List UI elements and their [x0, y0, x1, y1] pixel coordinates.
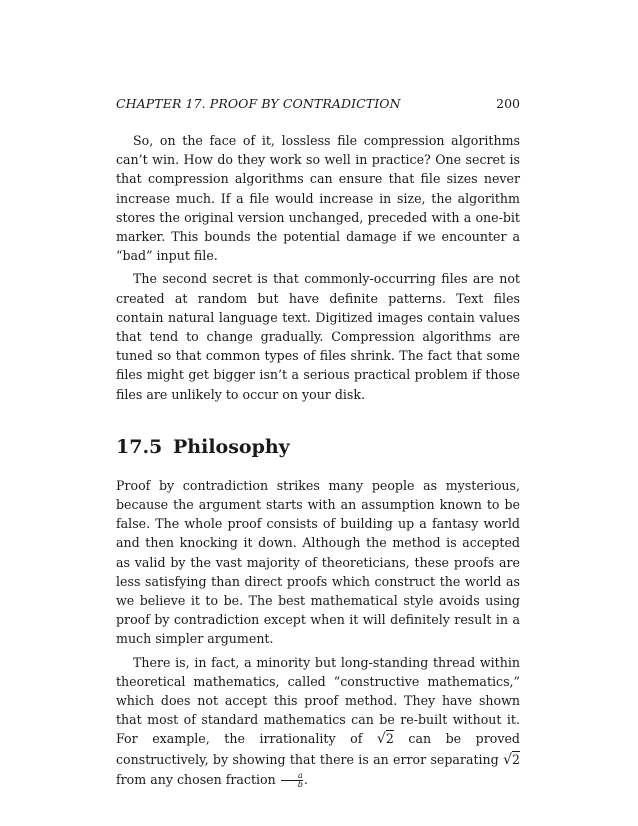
- sqrt-two-1: √2: [376, 731, 394, 748]
- running-header: [116, 96, 520, 114]
- paragraph-2: The second secret is that commonly-occurring files are not created at random but have definite patterns. Text files contain natural language text. Digitized images contain values that tend to change gradually. Compression algorithms are tuned so that common types of files shrink. The fact that some files might get bigger isn’t a serious practical problem if those files are unlikely to occur on your disk.: [116, 271, 520, 402]
- fraction-a-over-b: [281, 772, 303, 789]
- sqrt-two-1-arg: 2: [385, 731, 394, 747]
- paragraph-3: Proof by contradiction strikes many people as mysterious, because the argument starts with an assumption known to be false. The whole proof consists of building up a fantasy world and then knocking it down. Although the method is accepted as valid by the vast majority of theoreticians, these proofs are less satisfying than direct proofs which construct the world as we believe it to be. The best mathematical style avoids using proof by contradiction except when it will definitely result in a much simpler argument.: [116, 477, 520, 647]
- paragraph-1: So, on the face of it, lossless file compression algorithms can’t win. How do they work so well in practice? One secret is that compression algorithms can ensure that file sizes never increase much. If a file would increase in size, the algorithm stores the original version unchanged, preceded with a one-bit marker. This bounds the potential damage if we encounter a “bad” input file.: [116, 133, 520, 264]
- page: [116, 96, 520, 789]
- paragraph-4: [116, 653, 520, 789]
- chapter-title: CHAPTER 17. PROOF BY CONTRADICTION: [116, 96, 401, 111]
- paragraph-4-end: .: [303, 771, 308, 787]
- page-number: 200: [496, 96, 520, 111]
- section-heading: [116, 435, 520, 459]
- fraction-denominator: b: [281, 780, 303, 789]
- sqrt-two-2-arg: 2: [511, 751, 520, 767]
- sqrt-two-2: √2: [503, 751, 520, 768]
- fraction-numerator: a: [297, 770, 303, 780]
- section-title: Philosophy: [173, 435, 290, 458]
- paragraph-4-text-3: from any chosen fraction: [116, 771, 276, 787]
- paragraph-4-text-1: There is, in fact, a minority but long-standing thread within theoretical mathematics, called “constructive mathematics,” which does not accept this proof method. They have shown that most of standard mathematics can be re-built without it. For example, the irrationality of: [116, 654, 520, 747]
- paragraph-4-text-2: can be proved constructively, by showing that there is an error separating: [116, 731, 520, 767]
- section-number: 17.5: [116, 435, 163, 458]
